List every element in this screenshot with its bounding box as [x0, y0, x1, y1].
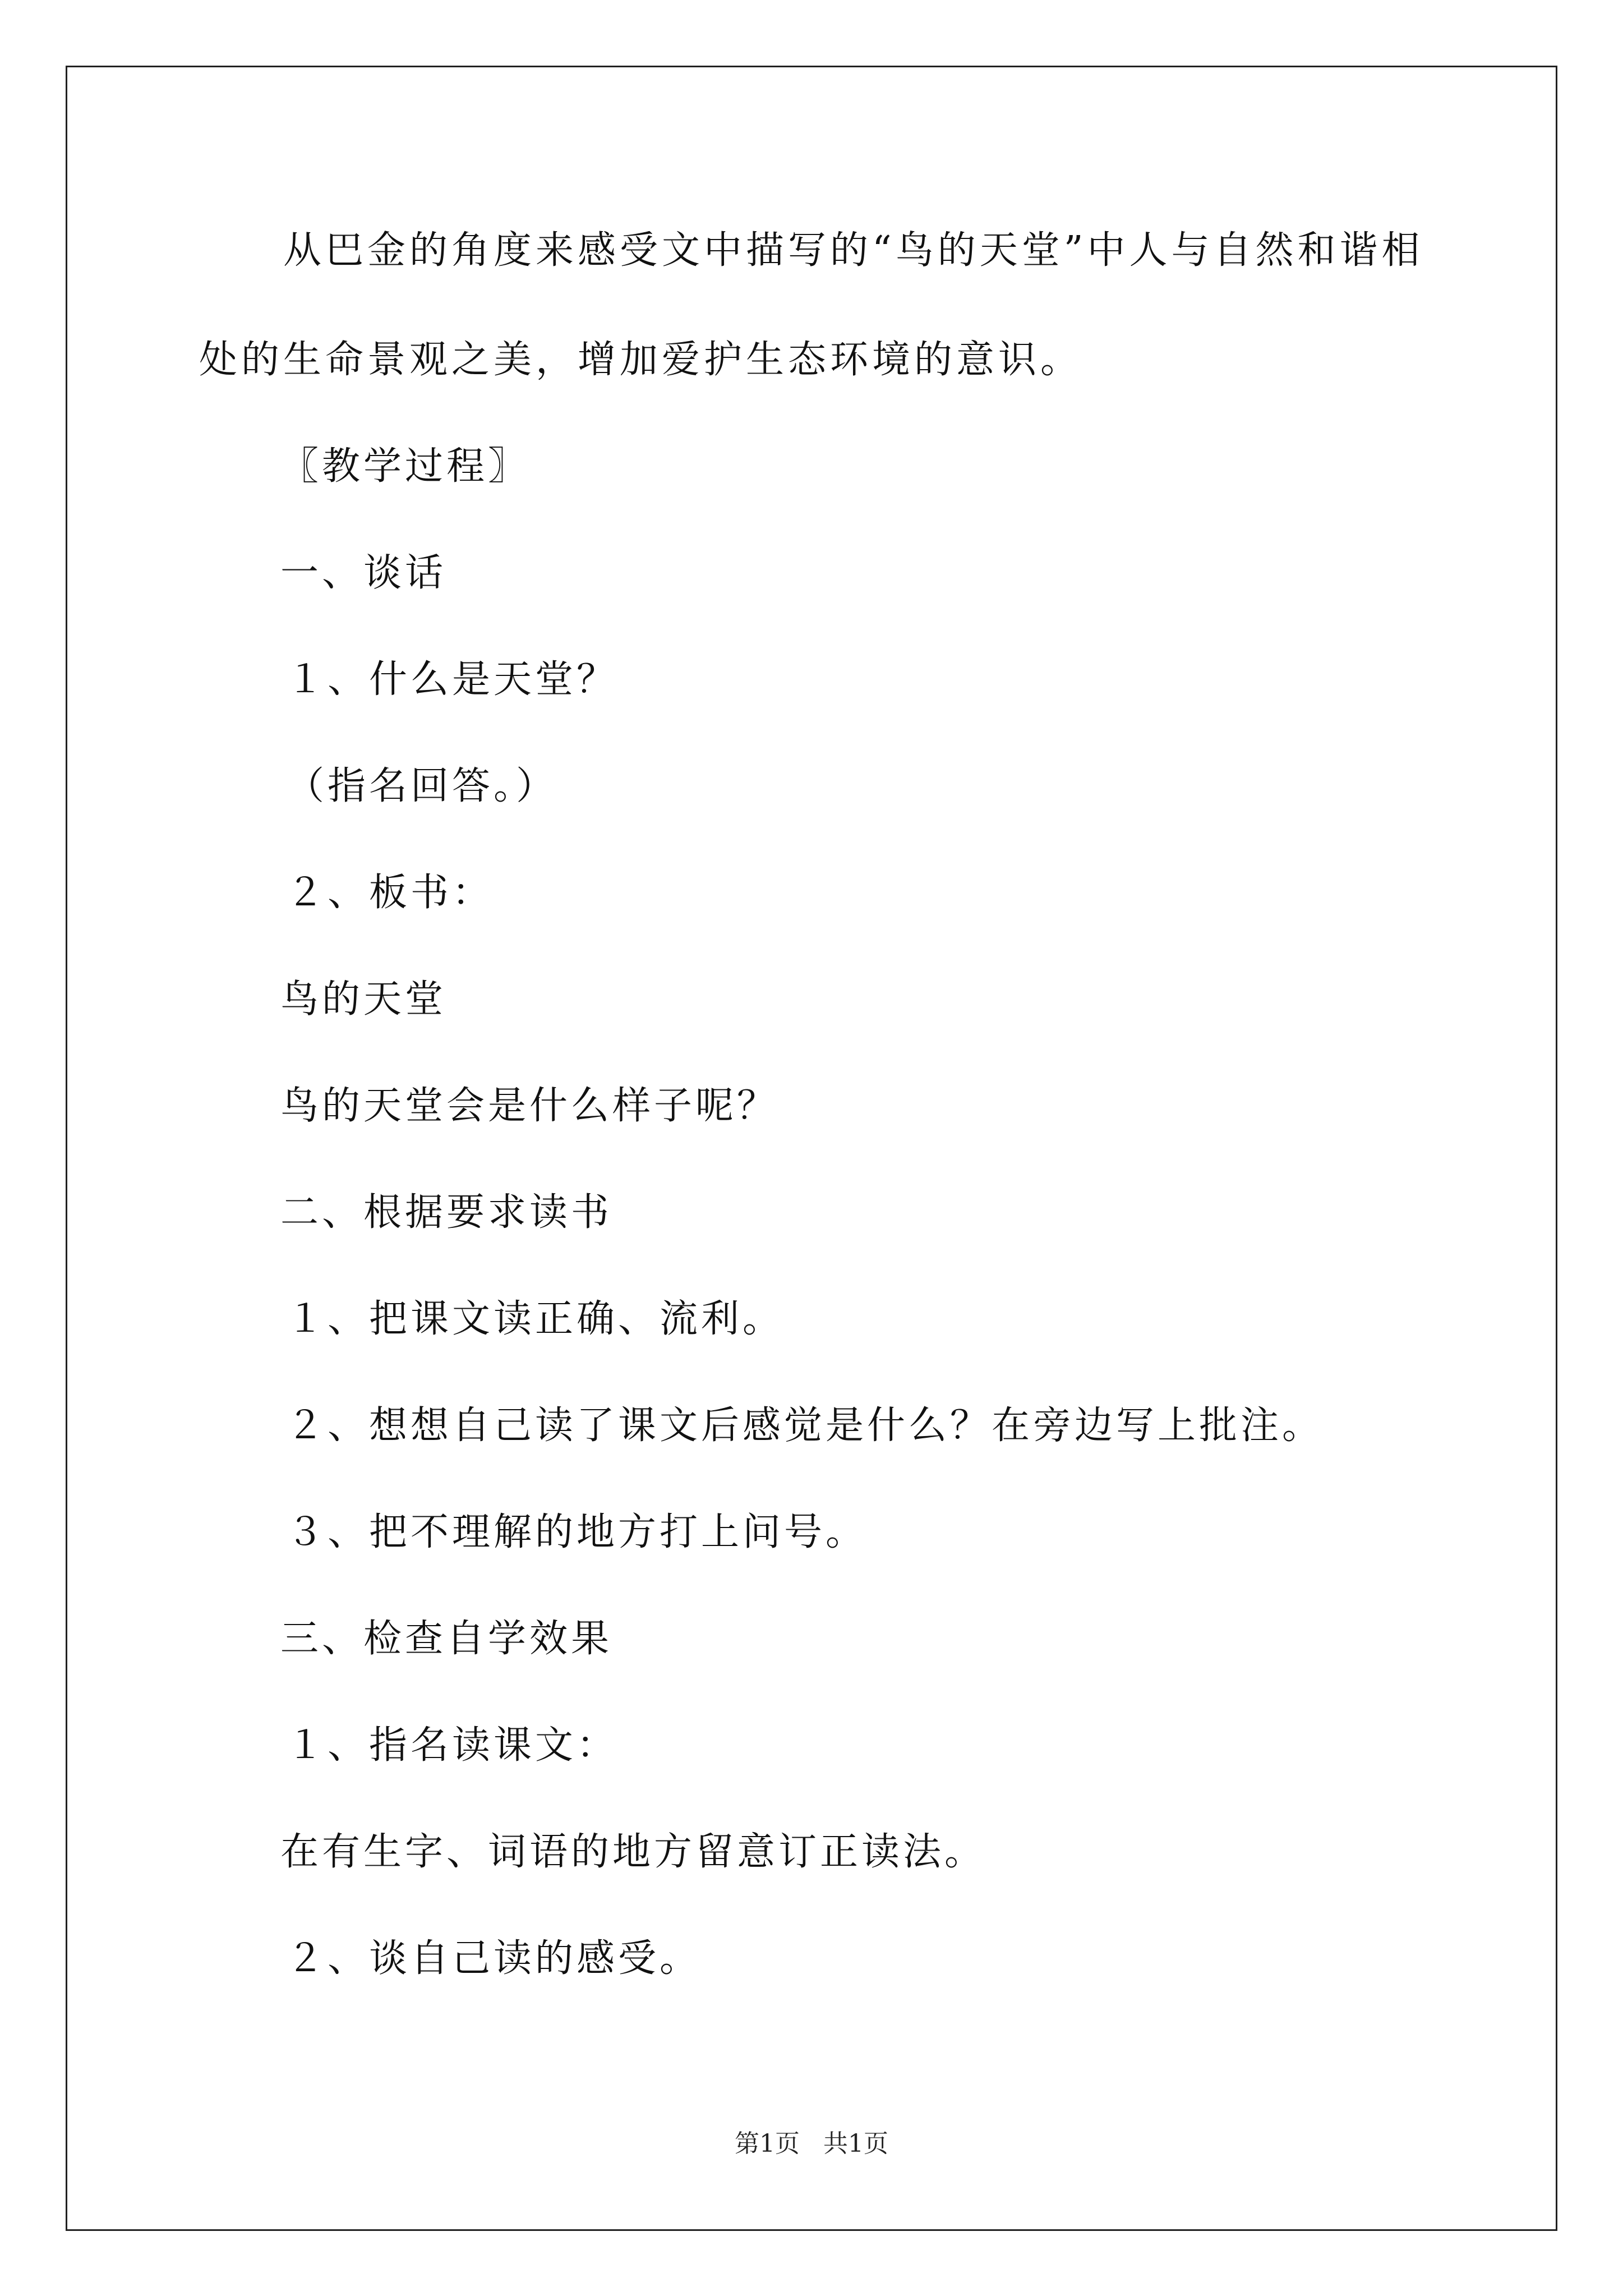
- board-title: 鸟的天堂: [280, 977, 447, 1022]
- list-item: ２、想想自己读了课文后感觉是什么？在旁边写上批注。: [286, 1404, 1324, 1448]
- list-item: 鸟的天堂会是什么样子呢？: [280, 1084, 779, 1128]
- page-number-total: 共1页: [823, 2129, 888, 2158]
- page-number-current: 第1页: [735, 2129, 800, 2158]
- list-item: ２、板书：: [286, 871, 494, 915]
- list-item: １、指名读课文：: [286, 1723, 619, 1768]
- intro-paragraph-line-1: 从巴金的角度来感受文中描写的“鸟的天堂”中人与自然和谐相: [283, 228, 1424, 273]
- section-heading-read-book: 二、根据要求读书: [280, 1190, 613, 1235]
- page-footer: [0, 2127, 1623, 2161]
- list-item: ３、把不理解的地方打上问号。: [286, 1510, 868, 1554]
- intro-paragraph-line-2: 处的生命景观之美，增加爱护生态环境的意识。: [199, 338, 1083, 382]
- list-item: １、把课文读正确、流利。: [286, 1297, 785, 1341]
- list-item: （指名回答。）: [286, 764, 558, 808]
- section-heading-teaching-process: 〖教学过程〗: [280, 444, 530, 489]
- list-item: ２、谈自己读的感受。: [286, 1936, 702, 1981]
- page-border: [66, 66, 1557, 2231]
- list-item: １、什么是天堂？: [286, 657, 619, 702]
- section-heading-check-results: 三、检查自学效果: [280, 1617, 613, 1661]
- list-item: 在有生字、词语的地方留意订正读法。: [280, 1830, 986, 1874]
- section-heading-talk: 一、谈话: [280, 551, 447, 595]
